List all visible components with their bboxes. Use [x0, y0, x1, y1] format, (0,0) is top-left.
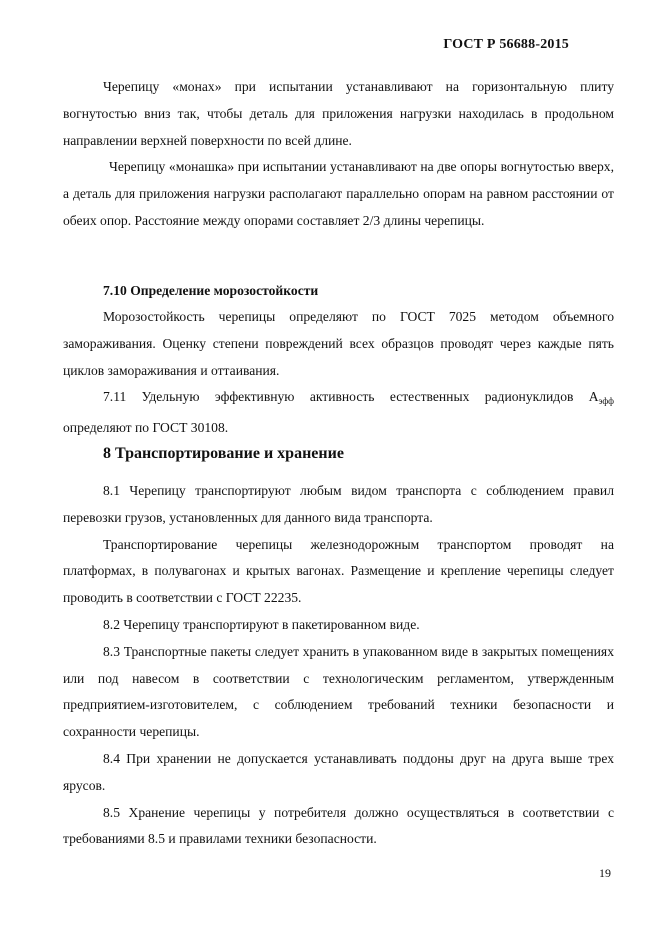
- paragraph-8-1: 8.1 Черепицу транспортируют любым видом транспорта с соблюдением правил перевозки грузов, установленных для данного вида транспорта.: [63, 483, 614, 525]
- paragraph-rail-transport: Транспортирование черепицы железнодорожным транспортом проводят на платформах, в полувагонах и крытых вагонах. Размещение и крепление черепицы следует проводить в соответствии с ГОСТ 22235.: [63, 536, 614, 606]
- text-block-transport-storage: [63, 478, 614, 853]
- radionuclide-text-end: определяют по ГОСТ 30108.: [63, 420, 229, 436]
- radionuclide-subscript: эфф: [598, 396, 614, 407]
- document-code-header: ГОСТ Р 56688-2015: [443, 37, 569, 52]
- paragraph-8-2: 8.2 Черепицу транспортируют в пакетированном виде.: [103, 616, 420, 632]
- paragraph-8-5: 8.5 Хранение черепицы у потребителя должно осуществляться в соответствии с требованиями 8.5 и правилами техники безопасности.: [63, 804, 614, 847]
- paragraph-frost-resistance: Морозостойкость черепицы определяют по ГОСТ 7025 методом объемного замораживания. Оценку степени повреждений всех образцов проводят через каждые пять циклов замораживания и оттаивания.: [63, 309, 614, 378]
- paragraph-monakh: Черепицу «монах» при испытании устанавливают на горизонтальную плиту вогнутостью вниз так, чтобы деталь для приложения нагрузки находилась в продольном направлении верхней поверхности по всей длине.: [63, 79, 614, 148]
- section-heading-8: 8 Транспортирование и хранение: [103, 445, 344, 462]
- paragraph-7-11: [63, 384, 614, 442]
- paragraph-monashka: Черепицу «монашка» при испытании устанавливают на две опоры вогнутостью вверх, а деталь для приложения нагрузки располагают параллельно опорам на равном расстоянии от обеих опор. Расстояние между опорами составляет 2/3 длины черепицы.: [63, 159, 614, 228]
- section-heading-7-10: 7.10 Определение морозостойкости: [103, 283, 319, 298]
- page-number: 19: [599, 866, 611, 880]
- paragraph-8-4: 8.4 При хранении не допускается устанавливать поддоны друг на друга выше трех ярусов.: [63, 750, 614, 793]
- text-block-frost-resistance: [63, 304, 614, 442]
- text-block-tile-mounting: [63, 74, 614, 235]
- radionuclide-text: 7.11 Удельную эффективную активность естественных радионуклидов А: [103, 389, 599, 405]
- paragraph-8-3: 8.3 Транспортные пакеты следует хранить в упакованном виде в закрытых помещениях или под навесом в соответствии с технологическим регламентом, утвержденным предприятием-изготовителем, с соблюдением требований техники безопасности и сохранности черепицы.: [63, 643, 614, 740]
